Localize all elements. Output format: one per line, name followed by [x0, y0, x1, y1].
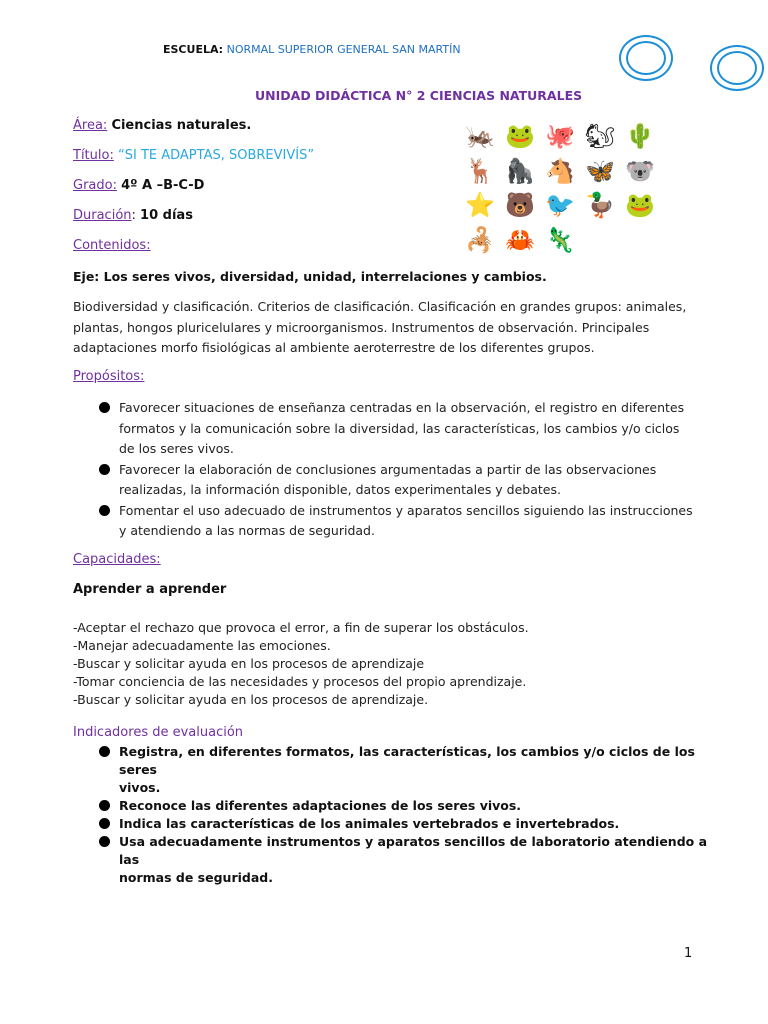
list-item-line: realizadas, la información disponible, datos experimentales y debates. — [119, 482, 561, 497]
list-item: -Manejar adecuadamente las emociones. — [73, 638, 331, 653]
area-row — [73, 118, 251, 133]
bear-icon: 🐻 — [505, 191, 535, 220]
list-item-line: vivos. — [119, 780, 161, 795]
school-crest-icon — [619, 35, 673, 81]
school-label: ESCUELA: — [163, 43, 224, 56]
contenidos-paragraph — [73, 297, 713, 359]
propositos-label: Propósitos: — [73, 369, 145, 384]
duck-icon: 🦆 — [585, 191, 615, 220]
list-item — [73, 797, 713, 815]
bullet-icon — [99, 818, 110, 829]
duracion-row — [73, 208, 193, 223]
list-item-line: Indica las características de los animales vertebrados e invertebrados. — [119, 816, 620, 831]
area-label: Área: — [73, 118, 108, 133]
eje-text: Eje: Los seres vivos, diversidad, unidad, interrelaciones y cambios. — [73, 269, 547, 284]
capacidades-subtitle: Aprender a aprender — [73, 582, 227, 597]
frog-green-icon: 🐸 — [625, 191, 655, 220]
starfish-icon: ⭐ — [465, 191, 495, 220]
horse-icon: 🐴 — [545, 156, 575, 185]
list-item — [73, 815, 713, 833]
crab-icon: 🦀 — [505, 225, 535, 254]
capacidades-list — [73, 619, 529, 709]
duracion-label: Duración — [73, 208, 132, 223]
school-header — [163, 43, 461, 56]
squirrel-icon: 🐿 — [584, 122, 616, 151]
octopus-icon: 🐙 — [545, 122, 575, 151]
contenidos-label: Contenidos: — [73, 238, 151, 253]
list-item: -Buscar y solicitar ayuda en los procesos de aprendizaje. — [73, 692, 429, 707]
pelican-icon: 🐦 — [545, 191, 575, 220]
frog-icon: 🐸 — [505, 122, 535, 151]
bullet-icon — [99, 505, 110, 516]
capacidades-label: Capacidades: — [73, 552, 161, 567]
bullet-icon — [99, 402, 110, 413]
contenidos-line: plantas, hongos pluricelulares y microorganismos. Instrumentos de observación. Principales — [73, 319, 650, 335]
indicadores-list — [73, 743, 713, 887]
duracion-value: 10 días — [140, 208, 193, 223]
list-item-line: de los seres vivos. — [119, 441, 234, 456]
bullet-icon — [99, 800, 110, 811]
propositos-list — [73, 398, 713, 542]
list-item-line: Registra, en diferentes formatos, las características, los cambios y/o ciclos de los seres — [119, 744, 695, 777]
list-item-line: formatos y la comunicación sobre la diversidad, las características, los cambios y/o ciclos — [119, 420, 680, 436]
list-item — [73, 460, 713, 501]
bullet-icon — [99, 464, 110, 475]
duracion-colon: : — [131, 208, 136, 223]
list-item: -Tomar conciencia de las necesidades y procesos del propio aprendizaje. — [73, 674, 527, 689]
list-item-line: Favorecer la elaboración de conclusiones argumentadas a partir de las observaciones — [119, 461, 657, 477]
grado-row — [73, 178, 204, 193]
bullet-icon — [99, 746, 110, 757]
cactus-icon: 🌵 — [625, 122, 655, 151]
list-item-line: y atendiendo a las normas de seguridad. — [119, 523, 375, 538]
list-item-line: Fomentar el uso adecuado de instrumentos y aparatos sencillos siguiendo las instrucciones — [119, 502, 693, 518]
koala-icon: 🐨 — [625, 156, 655, 185]
list-item-line: Reconoce las diferentes adaptaciones de los seres vivos. — [119, 798, 522, 813]
indicadores-label: Indicadores de evaluación — [73, 725, 244, 740]
list-item — [73, 501, 713, 542]
list-item-line: Favorecer situaciones de enseñanza centradas en la observación, el registro en diferentes — [119, 400, 685, 415]
list-item-line: normas de seguridad. — [119, 870, 273, 885]
grado-label: Grado: — [73, 178, 117, 193]
titulo-value: “SI TE ADAPTAS, SOBREVIVÍS” — [117, 148, 315, 163]
scorpion-icon: 🦂 — [465, 225, 495, 254]
butterfly-icon: 🦋 — [585, 156, 615, 185]
list-item — [73, 398, 713, 460]
school-name: NORMAL SUPERIOR GENERAL SAN MARTÍN — [226, 43, 461, 56]
list-item: -Aceptar el rechazo que provoca el error, a fin de superar los obstáculos. — [73, 620, 529, 635]
grasshopper-icon: 🦗 — [465, 122, 495, 151]
titulo-label: Título: — [73, 148, 114, 163]
area-value: Ciencias naturales. — [111, 118, 252, 133]
list-item-line: Usa adecuadamente instrumentos y aparatos sencillos de laboratorio atendiendo a las — [119, 834, 708, 867]
list-item — [73, 743, 713, 797]
animals-collage — [461, 120, 659, 256]
deer-icon: 🦌 — [465, 156, 495, 185]
list-item: -Buscar y solicitar ayuda en los procesos de aprendizaje — [73, 656, 425, 671]
grado-value: 4º A –B-C-D — [121, 178, 205, 193]
contenidos-line: Biodiversidad y clasificación. Criterios de clasificación. Clasificación en grandes grupos: animales, — [73, 299, 687, 314]
page-title: UNIDAD DIDÁCTICA N° 2 CIENCIAS NATURALES — [255, 88, 583, 103]
gorilla-icon: 🦍 — [505, 156, 535, 185]
school-crest-icon — [710, 45, 764, 91]
list-item — [73, 833, 713, 887]
chameleon-icon: 🦎 — [545, 225, 575, 254]
bullet-icon — [99, 836, 110, 847]
page-number: 1 — [684, 946, 693, 961]
contenidos-line: adaptaciones morfo fisiológicas al ambiente aeroterrestre de los diferentes grupos. — [73, 340, 595, 355]
titulo-row — [73, 148, 314, 163]
